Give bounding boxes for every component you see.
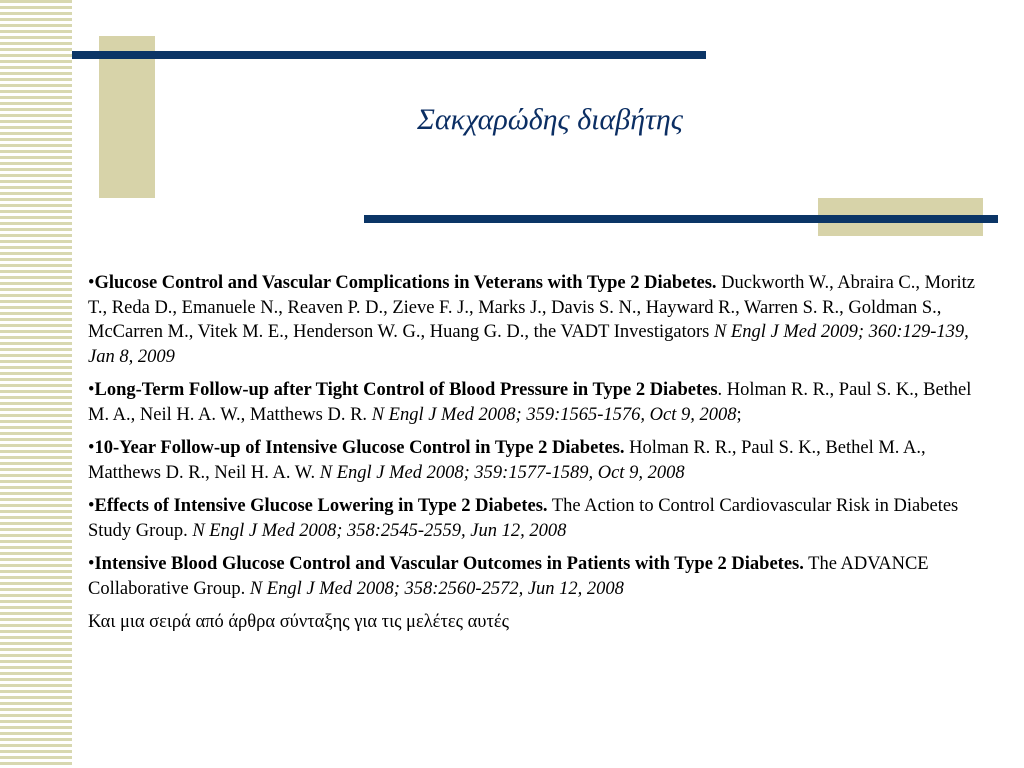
- reference-trailing: ;: [736, 404, 742, 425]
- reference-title: Long-Term Follow-up after Tight Control of Blood Pressure in Type 2 Diabetes: [94, 380, 718, 400]
- bullet: •: [88, 380, 95, 400]
- reference-authors: Duckworth W., Abraira C., Moritz T., Reda D., Emanuele N., Reaven P. D., Zieve F. J., Marks J., Davis S. N., Hayward R., Warren S. R., Goldman S., McCarren M., Vitek M. E., Henderson W. G., Huang G. D., the VADT Investigators: [88, 273, 975, 342]
- reference-authors: The ADVANCE Collaborative Group.: [88, 554, 929, 599]
- reference-title: Effects of Intensive Glucose Lowering in Type 2 Diabetes.: [94, 496, 548, 516]
- reference-citation: N Engl J Med 2008; 359:1565-1576, Oct 9, 2008: [371, 404, 737, 425]
- reference-citation: N Engl J Med 2008; 359:1577-1589, Oct 9, 2008: [319, 462, 685, 483]
- reference-title: Intensive Blood Glucose Control and Vascular Outcomes in Patients with Type 2 Diabetes.: [94, 554, 804, 574]
- reference-citation: N Engl J Med 2009; 360:129-139, Jan 8, 2009: [88, 322, 969, 367]
- reference-item: [88, 552, 993, 601]
- reference-item: [88, 271, 993, 369]
- bullet: •: [88, 554, 95, 574]
- reference-authors: Holman R. R., Paul S. K., Bethel M. A., Matthews D. R., Neil H. A. W.: [88, 438, 926, 483]
- reference-item: [88, 494, 993, 543]
- reference-citation: N Engl J Med 2008; 358:2545-2559, Jun 12, 2008: [192, 520, 567, 541]
- editorials-note: Και μια σειρά από άρθρα σύνταξης για τις μελέτες αυτές: [88, 612, 509, 632]
- reference-item: [88, 378, 993, 427]
- bullet: •: [88, 438, 95, 458]
- reference-title: Glucose Control and Vascular Complications in Veterans with Type 2 Diabetes.: [94, 273, 717, 293]
- reference-authors: The Action to Control Cardiovascular Risk in Diabetes Study Group.: [88, 496, 959, 541]
- reference-authors: . Holman R. R., Paul S. K., Bethel M. A., Neil H. A. W., Matthews D. R.: [88, 380, 972, 425]
- slide-title: Σακχαρώδης διαβήτης: [417, 103, 683, 136]
- decorative-navy-line-top: [72, 51, 706, 59]
- reference-citation: N Engl J Med 2008; 358:2560-2572, Jun 12, 2008: [249, 578, 624, 599]
- bullet: •: [88, 273, 95, 293]
- reference-title: 10-Year Follow-up of Intensive Glucose Control in Type 2 Diabetes.: [94, 438, 625, 458]
- bullet: •: [88, 496, 95, 516]
- reference-item: [88, 436, 993, 485]
- reference-list: [88, 271, 993, 635]
- decorative-navy-line-bottom: [364, 215, 998, 223]
